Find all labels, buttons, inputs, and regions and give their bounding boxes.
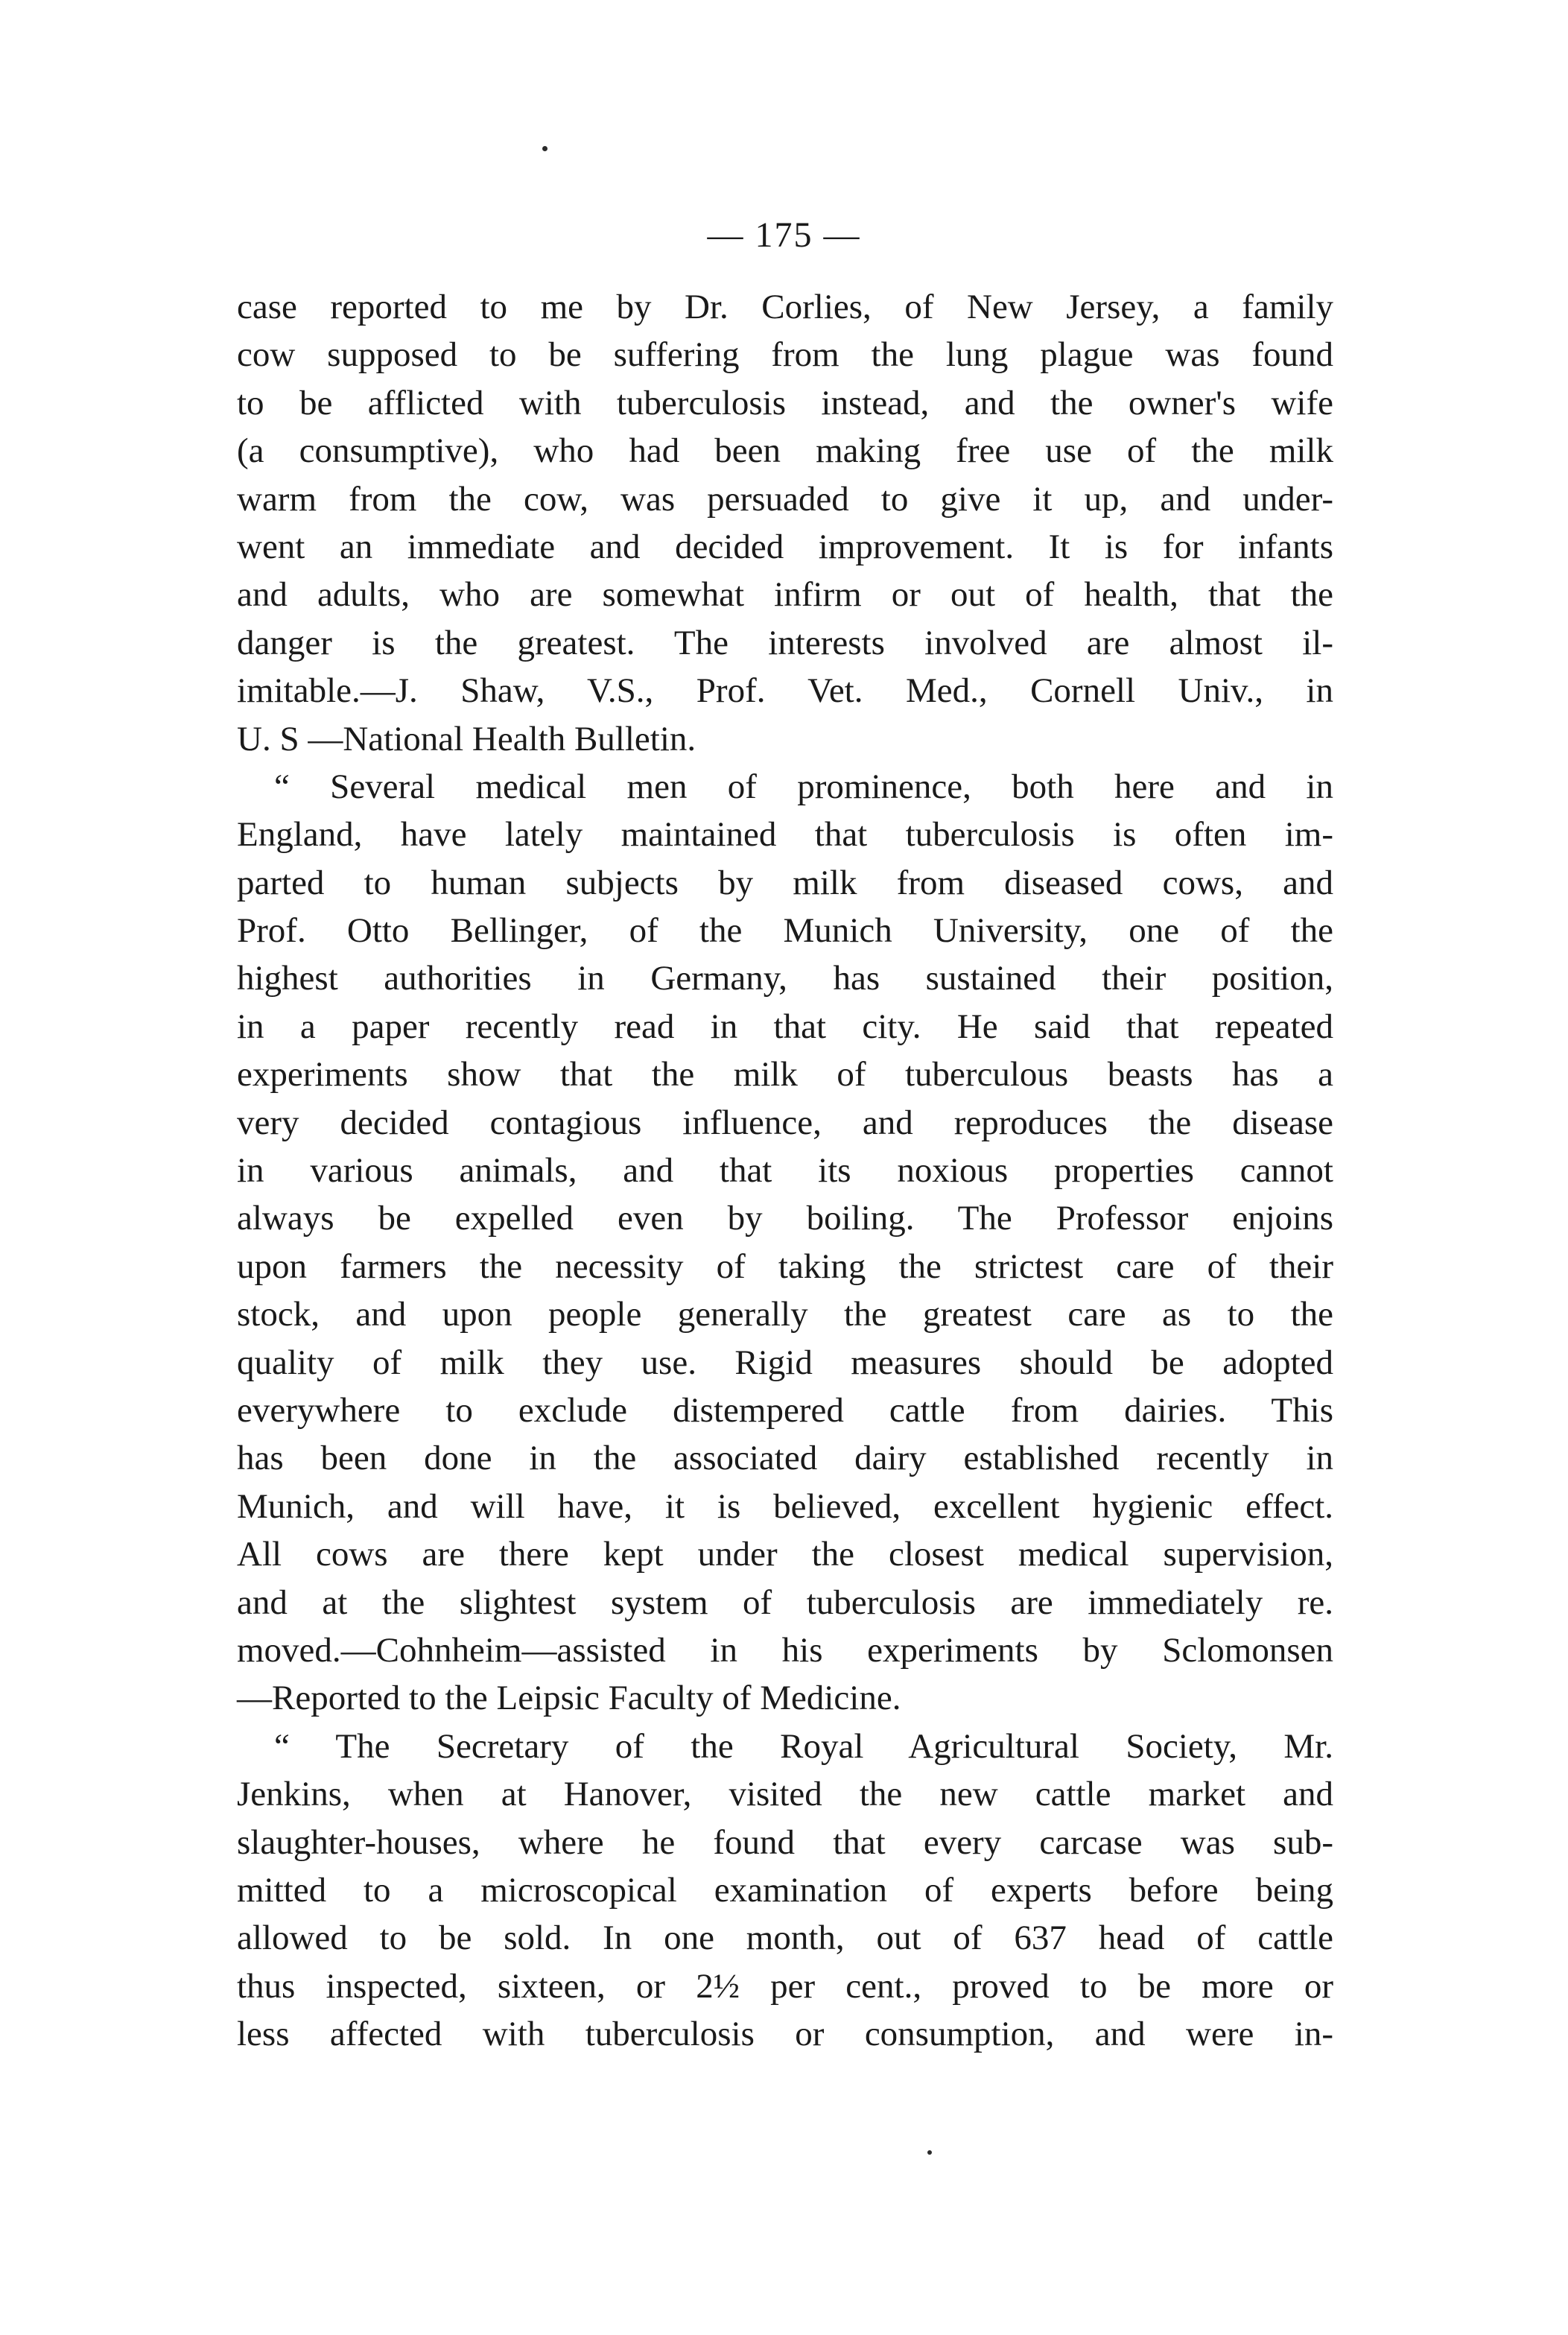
text-line: (a consumptive), who had been making free use of the milk [237, 431, 1333, 471]
text-line: Jenkins, when at Hanover, visited the new cattle market and [237, 1775, 1333, 1814]
text-line: allowed to be sold. In one month, out of 637 head of cattle [237, 1919, 1333, 1958]
text-line: always be expelled even by boiling. The Professor enjoins [237, 1199, 1333, 1238]
text-line: “ Several medical men of prominence, both here and in [274, 767, 1333, 806]
text-line: warm from the cow, was persuaded to give it up, and under- [237, 479, 1333, 519]
text-line: everywhere to exclude distempered cattle from dairies. This [237, 1390, 1333, 1430]
text-line: “ The Secretary of the Royal Agricultural Society, Mr. [274, 1726, 1333, 1766]
text-line: parted to human subjects by milk from diseased cows, and [237, 863, 1333, 902]
text-line: very decided contagious influence, and reproduces the disease [237, 1103, 1333, 1142]
text-line: moved.—Cohnheim—assisted in his experiments by Sclomonsen [237, 1630, 1333, 1670]
text-line: —Reported to the Leipsic Faculty of Medicine. [237, 1679, 901, 1718]
text-line: U. S —National Health Bulletin. [237, 719, 696, 758]
text-line: in a paper recently read in that city. He said that repeated [237, 1007, 1333, 1046]
text-line: in various animals, and that its noxious properties cannot [237, 1151, 1333, 1191]
text-line: Munich, and will have, it is believed, excellent hygienic effect. [237, 1486, 1333, 1526]
text-line: and at the slightest system of tuberculosis are immediately re. [237, 1582, 1333, 1622]
text-line: less affected with tuberculosis or consumption, and were in- [237, 2015, 1333, 2054]
text-line: case reported to me by Dr. Corlies, of New Jersey, a family [237, 288, 1333, 326]
body-text [237, 283, 1333, 2058]
text-line: Prof. Otto Bellinger, of the Munich University, one of the [237, 911, 1333, 951]
text-line: slaughter-houses, where he found that every carcase was sub- [237, 1822, 1333, 1862]
page-number: — 175 — [707, 215, 861, 255]
text-line: went an immediate and decided improvement. It is for infants [237, 527, 1333, 566]
text-line: All cows are there kept under the closest medical supervision, [237, 1535, 1333, 1574]
print-speck [542, 146, 547, 151]
text-line: thus inspected, sixteen, or 2½ per cent., proved to be more or [237, 1966, 1333, 2006]
text-line: and adults, who are somewhat infirm or out of health, that the [237, 575, 1333, 615]
text-line: danger is the greatest. The interests involved are almost il- [237, 623, 1333, 662]
text-line: experiments show that the milk of tuberculous beasts has a [237, 1055, 1333, 1094]
text-line: imitable.—J. Shaw, V.S., Prof. Vet. Med., Cornell Univ., in [237, 671, 1333, 711]
text-line: quality of milk they use. Rigid measures should be adopted [237, 1343, 1333, 1382]
text-line: England, have lately maintained that tuberculosis is often im- [237, 815, 1333, 855]
text-line: stock, and upon people generally the greatest care as to the [237, 1295, 1333, 1334]
text-line: mitted to a microscopical examination of experts before being [237, 1870, 1333, 1910]
text-line: has been done in the associated dairy established recently in [237, 1439, 1333, 1478]
text-line: cow supposed to be suffering from the lung plague was found [237, 335, 1333, 375]
text-line: highest authorities in Germany, has sustained their position, [237, 959, 1333, 998]
print-speck [927, 2150, 932, 2155]
text-line: upon farmers the necessity of taking the strictest care of their [237, 1246, 1333, 1286]
text-line: to be afflicted with tuberculosis instead, and the owner's wife [237, 383, 1333, 422]
